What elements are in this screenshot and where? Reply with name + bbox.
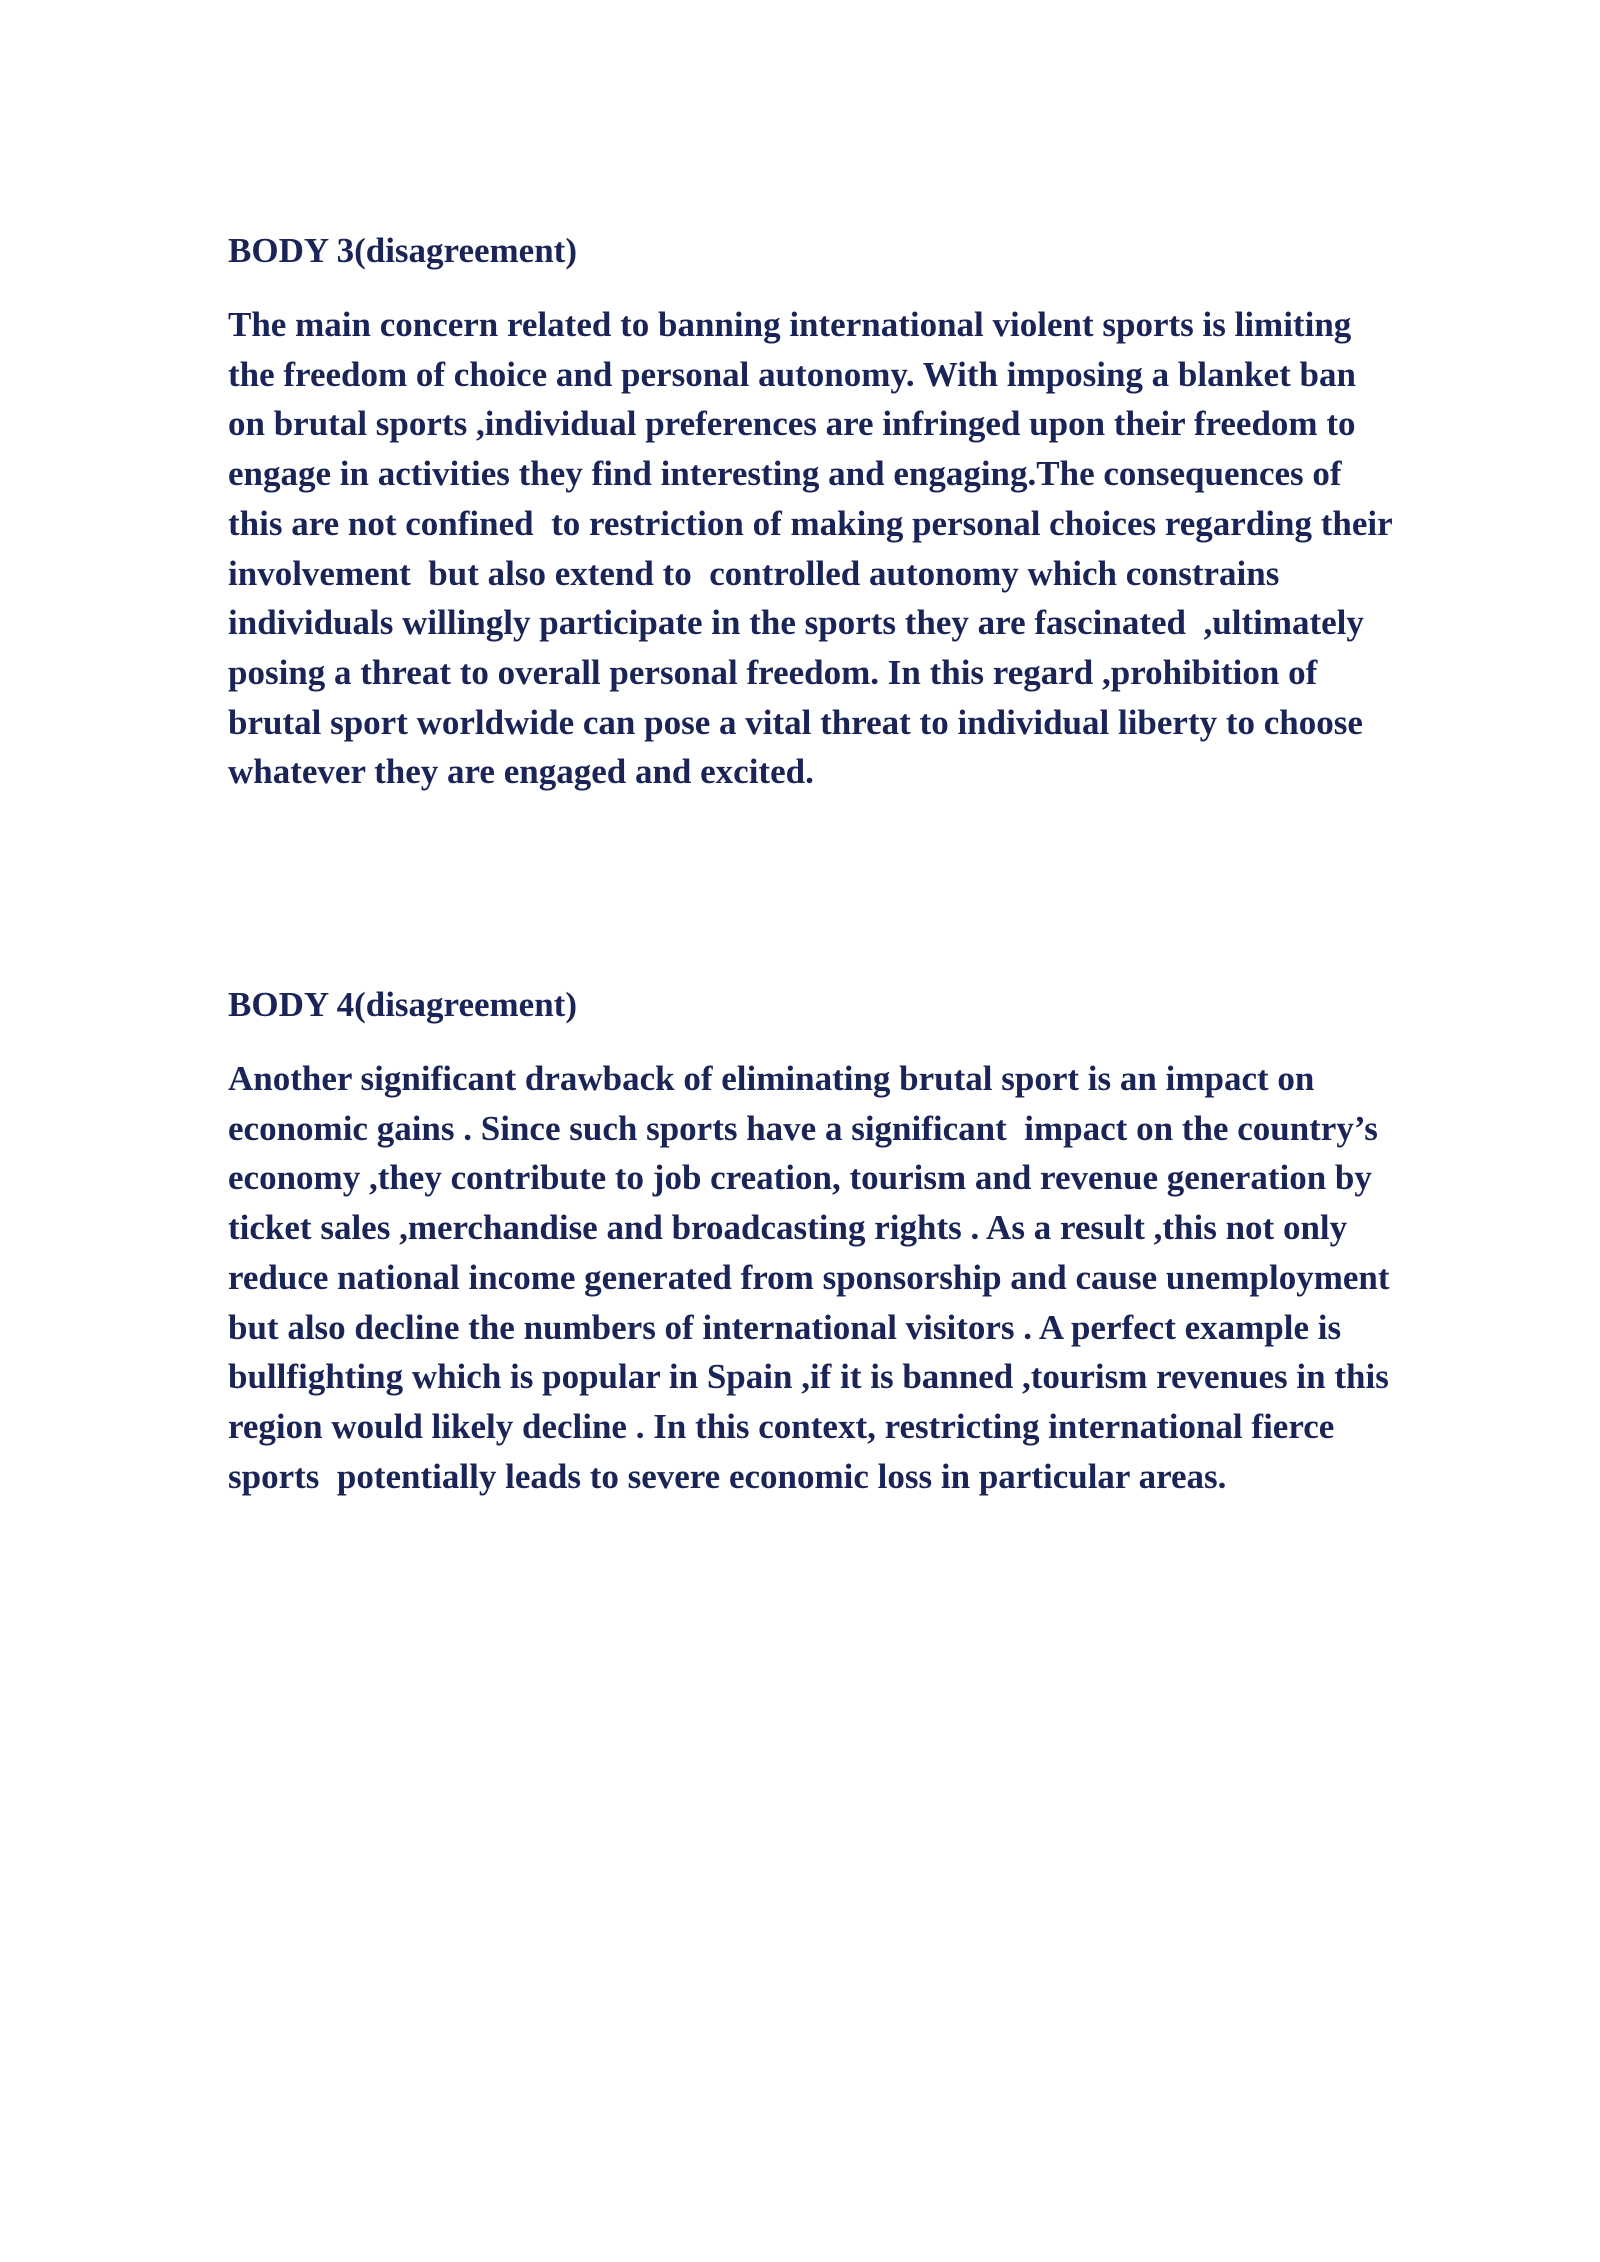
paragraph-line: on brutal sports ,individual preferences are infringed upon their freedom to [228,404,1356,444]
section-paragraph [228,300,1490,797]
section-heading: BODY 3(disagreement) [228,231,577,270]
paragraph-line: but also decline the numbers of international visitors . A perfect example is [228,1307,1342,1347]
section-heading: BODY 4(disagreement) [228,985,577,1024]
paragraph-line: sports potentially leads to severe economic loss in particular areas. [228,1456,1227,1496]
paragraph-line: bullfighting which is popular in Spain ,if it is banned ,tourism revenues in this [228,1357,1389,1397]
paragraph-line: economic gains . Since such sports have a significant impact on the country’s [228,1108,1378,1148]
paragraph-line: engage in activities they find interesting and engaging.The consequences of [228,454,1342,494]
paragraph-line: posing a threat to overall personal freedom. In this regard ,prohibition of [228,652,1318,692]
paragraph-line: reduce national income generated from sponsorship and cause unemployment [228,1257,1390,1297]
paragraph-line: ticket sales ,merchandise and broadcasting rights . As a result ,this not only [228,1208,1348,1248]
paragraph-line: The main concern related to banning international violent sports is limiting [228,305,1352,344]
paragraph-line: individuals willingly participate in the sports they are fascinated ,ultimately [228,603,1364,643]
paragraph-line: whatever they are engaged and excited. [228,752,814,792]
paragraph-line: the freedom of choice and personal autonomy. With imposing a blanket ban [228,354,1356,394]
section-paragraph [228,1054,1490,1501]
paragraph-line: region would likely decline . In this context, restricting international fierce [228,1406,1335,1446]
section-body-3 [228,226,1490,797]
paragraph-line: economy ,they contribute to job creation, tourism and revenue generation by [228,1158,1372,1198]
section-body-4 [228,980,1490,1501]
paragraph-line: this are not confined to restriction of making personal choices regarding their [228,503,1393,543]
paragraph-line: Another significant drawback of eliminating brutal sport is an impact on [228,1059,1315,1098]
paragraph-line: brutal sport worldwide can pose a vital threat to individual liberty to choose [228,702,1363,742]
paragraph-line: involvement but also extend to controlled autonomy which constrains [228,553,1280,593]
